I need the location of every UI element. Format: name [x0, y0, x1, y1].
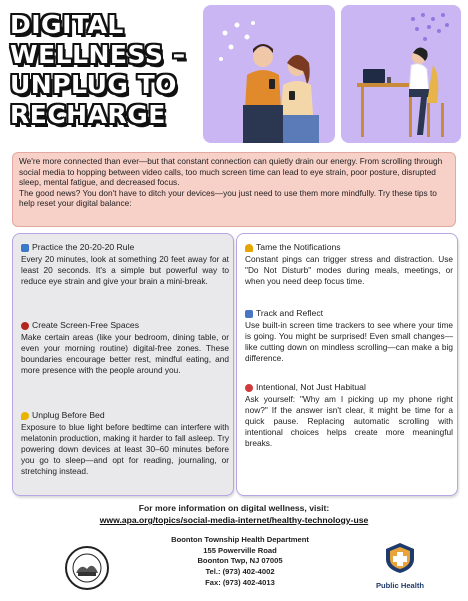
tip-20-20-20 [21, 242, 229, 287]
phone-number: Tel.: (973) 402-4002 [205, 567, 275, 577]
chart-icon [245, 310, 253, 318]
intro-paragraph-2: The good news? You don't have to ditch your devices—you just need to use them more mindfully. Try these tips to help reset your digital balance: [19, 187, 437, 209]
person-at-desk-illustration [341, 5, 461, 143]
tip-heading: Track and Reflect [256, 308, 324, 318]
tip-track-and-reflect [245, 308, 453, 364]
title-line-4: RECHARGE [10, 100, 166, 129]
bell-icon [245, 244, 253, 252]
tip-tame-notifications [245, 242, 453, 287]
target-icon [245, 384, 253, 392]
page-title [10, 10, 210, 130]
moon-icon [21, 412, 29, 420]
tip-heading: Practice the 20-20-20 Rule [32, 242, 135, 252]
couple-with-phones-illustration [203, 5, 335, 143]
tip-heading: Tame the Notifications [256, 242, 341, 252]
intro-paragraph-1: We're more connected than ever—but that constant connection can quietly drain our energy. From scrolling through social media to hopping between video calls, too much screen time can lead to eye strain, poor posture, disrupted sleep, mental fatigue, and decreased focus. [19, 156, 443, 188]
street: 155 Powerville Road [203, 545, 277, 555]
boonton-township-seal [64, 545, 110, 596]
public-health-logo [362, 541, 438, 590]
tip-screen-free-spaces [21, 320, 229, 376]
intro-box [12, 152, 456, 227]
tip-unplug-before-bed [21, 410, 229, 477]
fax-number: Fax: (973) 402-4013 [205, 577, 275, 587]
footer [0, 503, 468, 526]
no-phone-icon [21, 322, 29, 330]
tip-body: Every 20 minutes, look at something 20 feet away for at least 20 seconds. It's a simple but powerful way to reduce eye strain and give your brain a mini-break. [21, 254, 229, 286]
apa-link[interactable]: www.apa.org/topics/social-media-internet/healthy-technology-use [99, 515, 369, 525]
tip-body: Make certain areas (like your bedroom, dining table, or even your morning routine) digital-free zones. These boundaries encourage better rest, mindful eating, and more presence with the people around you. [21, 332, 229, 375]
tip-body: Ask yourself: "Why am I picking up my phone right now?" If the answer isn't clear, it might be time for a quick pause. Replacing automatic scrolling with intentional choices helps create more meaningful breaks. [245, 394, 453, 448]
city: Boonton Twp, NJ 07005 [197, 556, 283, 566]
org-name: Boonton Township Health Department [171, 535, 309, 544]
tip-body: Constant pings can trigger stress and distraction. Use "Do Not Disturb" modes during meals, meetings, or when you need deep focus time. [245, 254, 453, 286]
tip-heading: Intentional, Not Just Habitual [256, 382, 366, 392]
title-line-1: DIGITAL [10, 10, 124, 39]
contact-address [150, 535, 330, 589]
tips-card-right [236, 233, 458, 496]
title-line-2: WELLNESS – [10, 40, 186, 69]
title-line-3: UNPLUG TO [10, 70, 177, 99]
more-info-text: For more information on digital wellness, visit: [138, 503, 330, 513]
tips-card-left [12, 233, 234, 496]
tip-body: Exposure to blue light before bedtime can interfere with melatonin production, making it harder to fall asleep. Try powering down devices at least 30–60 minutes before you go to sleep—and opt for reading, journaling, or stretching instead. [21, 422, 229, 476]
public-health-title: Public Health [375, 581, 425, 590]
tip-heading: Create Screen-Free Spaces [32, 320, 139, 330]
tip-intentional-not-habitual [245, 382, 453, 449]
phone-icon [21, 244, 29, 252]
tip-heading: Unplug Before Bed [32, 410, 105, 420]
public-health-emblem-icon [382, 541, 418, 575]
tip-body: Use built-in screen time trackers to see where your time is going. You might be surprised! Even small changes—like cutting down on mindless scrolling—can make a big difference. [245, 320, 453, 363]
